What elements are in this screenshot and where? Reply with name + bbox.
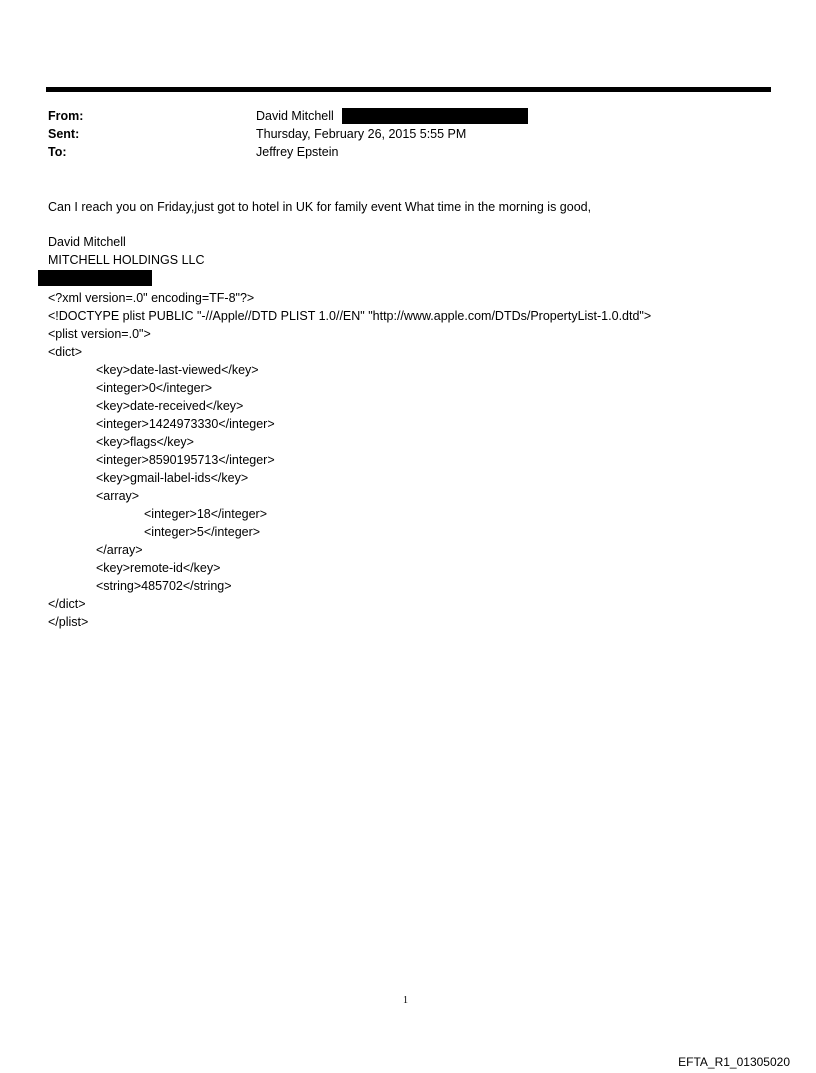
plist-block (48, 289, 651, 631)
plist-line: <key>remote-id</key> (96, 561, 221, 575)
plist-line: <integer>5</integer> (144, 525, 261, 539)
signature-name: David Mitchell (48, 235, 126, 249)
plist-line: </plist> (48, 615, 89, 629)
plist-line: <array> (96, 489, 140, 503)
plist-line: <plist version=.0"> (48, 327, 151, 341)
plist-line: <key>gmail-label-ids</key> (96, 471, 249, 485)
signature-company: MITCHELL HOLDINGS LLC (48, 253, 205, 267)
plist-line: <key>date-last-viewed</key> (96, 363, 259, 377)
to-value: Jeffrey Epstein (256, 145, 339, 159)
document-id: EFTA_R1_01305020 (678, 1055, 790, 1069)
plist-line: <?xml version=.0" encoding=TF-8"?> (48, 291, 255, 305)
sent-label: Sent: (48, 127, 80, 141)
redaction-signature (38, 270, 152, 286)
from-label: From: (48, 109, 84, 123)
redaction-from-email (342, 108, 528, 124)
plist-line: </array> (96, 543, 143, 557)
plist-line: <integer>1424973330</integer> (96, 417, 275, 431)
to-label: To: (48, 145, 67, 159)
page-number: 1 (403, 995, 408, 1006)
plist-line: <!DOCTYPE plist PUBLIC "-//Apple//DTD PLIST 1.0//EN" "http://www.apple.com/DTDs/PropertyList-1.0.dtd"> (48, 309, 652, 323)
plist-line: <key>flags</key> (96, 435, 194, 449)
plist-line: <integer>18</integer> (144, 507, 268, 521)
plist-line: <integer>0</integer> (96, 381, 213, 395)
plist-line: <integer>8590195713</integer> (96, 453, 275, 467)
header-rule (46, 87, 771, 92)
from-value: David Mitchell (256, 109, 334, 123)
message-body: Can I reach you on Friday,just got to hotel in UK for family event What time in the morning is good, (48, 200, 592, 214)
plist-line: <dict> (48, 345, 83, 359)
plist-line: </dict> (48, 597, 86, 611)
plist-line: <string>485702</string> (96, 579, 232, 593)
sent-value: Thursday, February 26, 2015 5:55 PM (256, 127, 467, 141)
plist-line: <key>date-received</key> (96, 399, 244, 413)
